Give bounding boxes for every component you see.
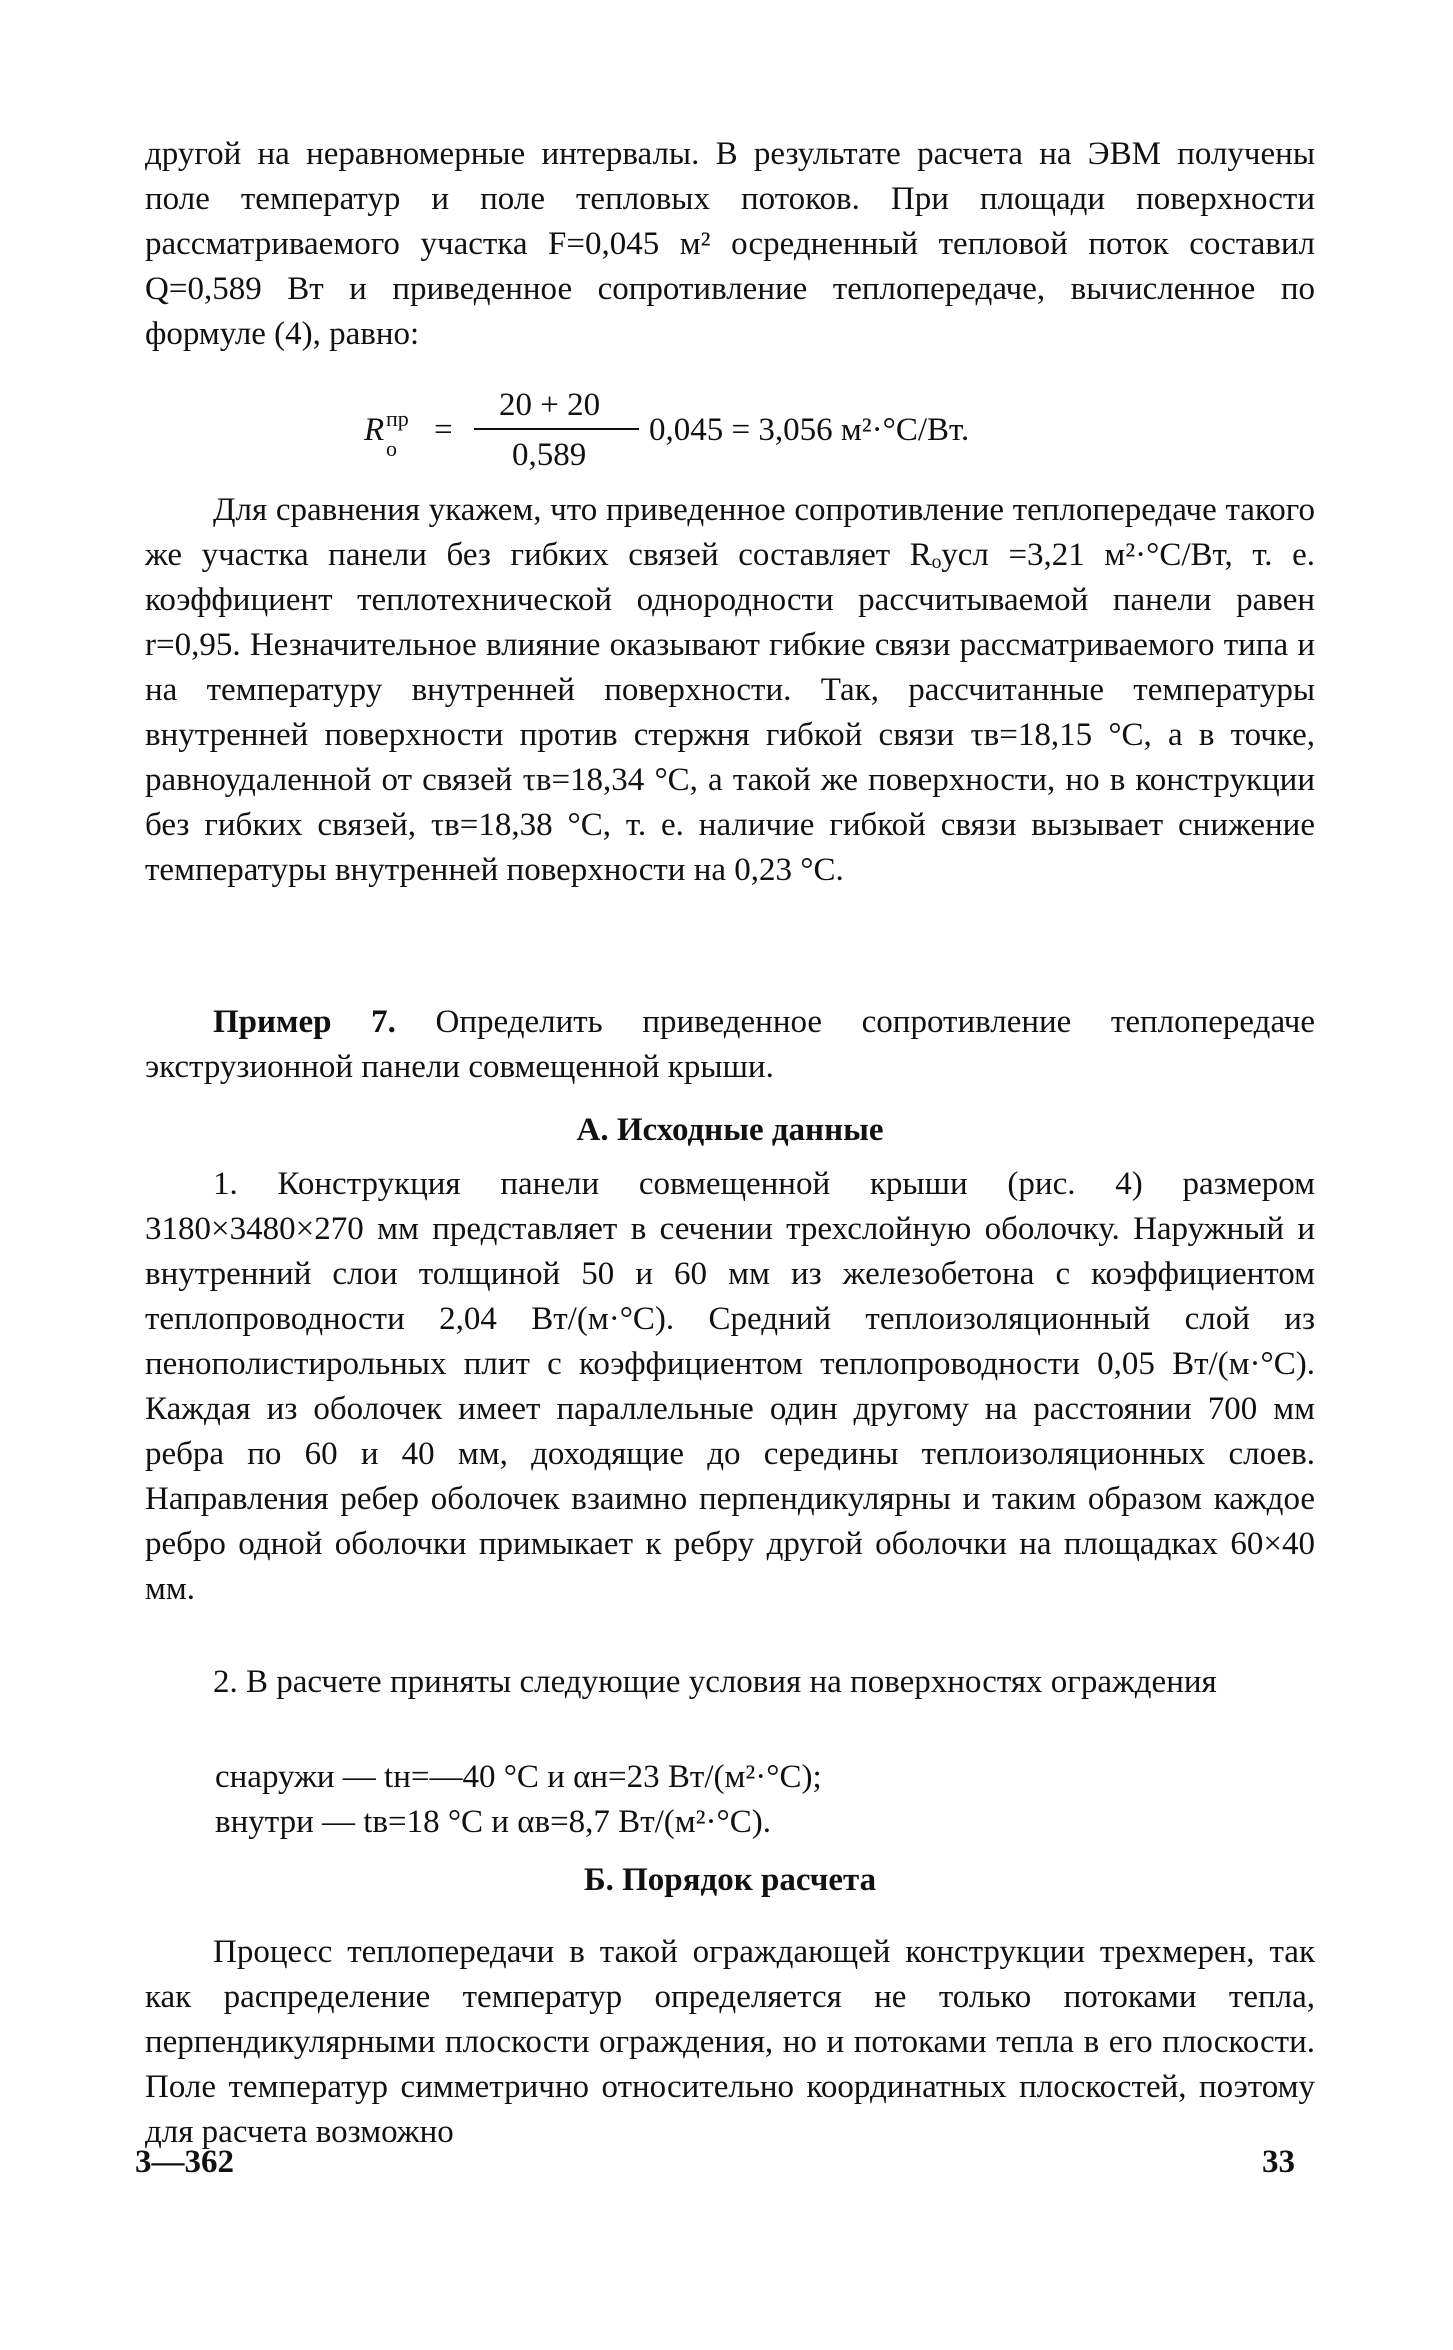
item-1 (145, 1162, 1315, 1612)
paragraph-text: другой на неравномерные интервалы. В результате расчета на ЭВМ получены поле температур и поле тепловых потоков. При площади поверхности рассматриваемого участка F=0,045 м² осредненный тепловой поток составил Q=0,589 Вт и приведенное сопротивление теплопередаче, вычисленное по формуле (4), равно: (145, 136, 1315, 352)
formula-subscript: о (386, 436, 397, 461)
page-number: 33 (1262, 2144, 1295, 2180)
section-heading-b: Б. Порядок расчета (583, 1862, 877, 1898)
paragraph-text: Для сравнения укажем, что приведенное сопротивление теплопередаче такого же участка панели без гибких связей составляет Rₒусл =3,21 м²·°С/Вт, т. е. коэффициент теплотехнической однородности рассчитываемой панели равен r=0,95. Незначительное влияние оказывают гибкие связи рассматриваемого типа и на температуру внутренней поверхности. Так, рассчитанные температуры внутренней поверхности против стержня гибкой связи τв=18,15 °С, а в точке, равноудаленной от связей τв=18,34 °С, а такой же поверхности, но в конструкции без гибких связей, τв=18,38 °С, т. е. наличие гибкой связи вызывает снижение температуры внутренней поверхности на 0,23 °С. (145, 492, 1315, 888)
formula-result: 0,045 = 3,056 м²·°С/Вт. (649, 412, 970, 448)
item-text: 1. Конструкция панели совмещенной крыши (рис. 4) размером 3180×3480×270 мм представляет в сечении трехслойную оболочку. Наружный и внутренний слои толщиной 50 и 60 мм из железобетона с коэффициентом теплопроводности 2,04 Вт/(м·°С). Средний теплоизоляционный слой из пенополистирольных плит с коэффициентом теплопроводности 0,05 Вт/(м·°С). Каждая из оболочек имеет параллельные один другому на расстоянии 700 мм ребра по 60 и 40 мм, доходящие до середины теплоизоляционных слоев. Направления ребер оболочек взаимно перпендикулярны и таким образом каждое ребро одной оболочки примыкает к ребру другой оболочки на площадках 60×40 мм. (145, 1166, 1315, 1607)
formula-symbol: R (364, 412, 385, 448)
example-text: Определить приведенное сопротивление теплопередаче экструзионной панели совмещенной крыши. (145, 1004, 1316, 1085)
item-2 (145, 1660, 1315, 1705)
formula-denominator: 0,589 (512, 437, 587, 473)
section-heading-a: А. Исходные данные (576, 1112, 884, 1148)
item-text: 2. В расчете приняты следующие условия на поверхностях ограждения (213, 1664, 1217, 1700)
paragraph-example (145, 1000, 1315, 1090)
condition-outside: снаружи — tн=—40 °С и αн=23 Вт/(м²·°С); (215, 1759, 822, 1795)
paragraph-comparison (145, 488, 1315, 893)
formula-superscript: пр (386, 406, 409, 431)
example-label: Пример 7. (213, 1004, 396, 1040)
formula-resistance (364, 378, 1144, 478)
paragraph-text: Процесс теплопередачи в такой ограждающей конструкции трехмерен, так как распределение температур определяется не только потоками тепла, перпендикулярными плоскости ограждения, но и потоками тепла в его плоскости. Поле температур симметрично относительно координатных плоскостей, поэтому для расчета возможно (145, 1934, 1315, 2150)
footer-signature: 3—362 (135, 2144, 234, 2180)
paragraph-intro (145, 132, 1315, 357)
condition-inside: внутри — tв=18 °С и αв=8,7 Вт/(м²·°С). (215, 1804, 771, 1840)
formula-numerator: 20 + 20 (499, 387, 601, 423)
formula-equals: = (434, 412, 453, 448)
fraction-line (474, 428, 639, 430)
paragraph-process (145, 1930, 1315, 2155)
